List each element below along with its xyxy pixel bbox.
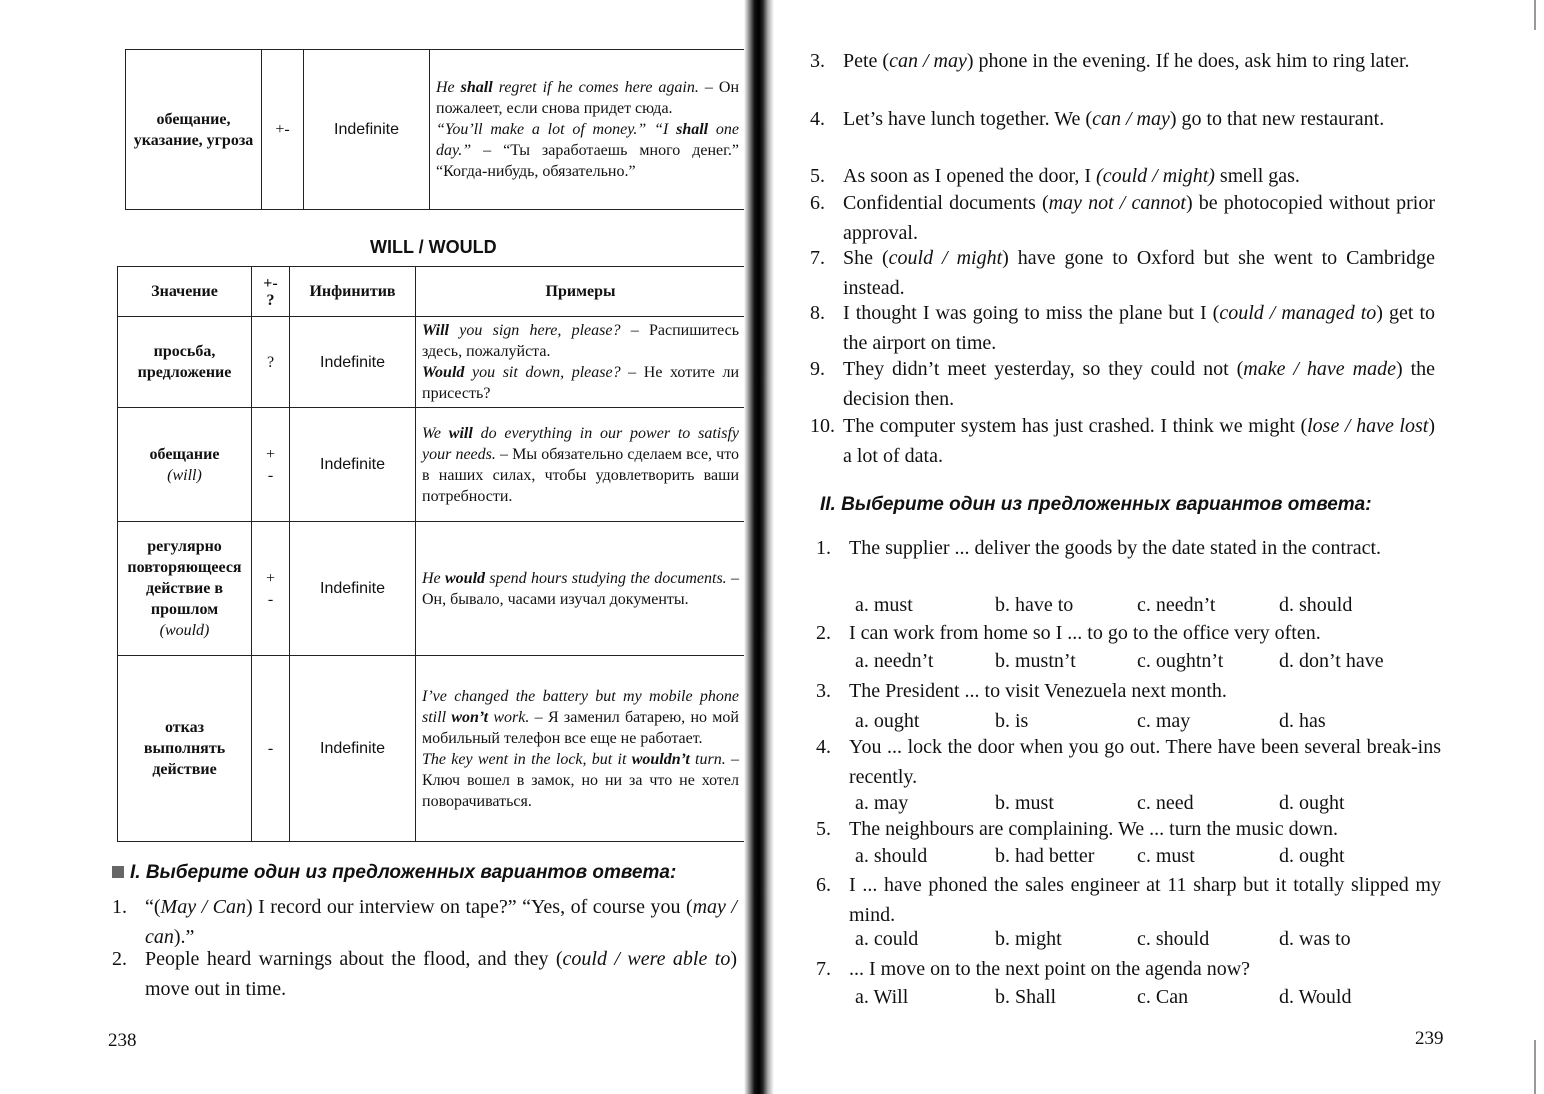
text-run: – “Ты заработаешь много денег.” “Когда-нибудь, обязательно.” <box>436 142 739 180</box>
sign-cell: +- <box>262 50 304 210</box>
item-text <box>843 104 1435 134</box>
infinitive-cell: Indefinite <box>290 522 416 656</box>
item-number: 5. <box>816 818 831 840</box>
table-title: WILL / WOULD <box>370 237 497 257</box>
text-run: could / might <box>888 247 1003 269</box>
table-row <box>118 522 746 656</box>
option-b: b. had better <box>995 845 1095 867</box>
text-run: – Ключ вошел в замок, но ни за что не хотел поворачиваться. <box>422 750 740 810</box>
meaning-cell: обещание, указание, угроза <box>126 50 262 210</box>
option-a: a. must <box>855 594 913 616</box>
item-text: ... I move on to the next point on the agenda now? <box>849 958 1251 980</box>
option-a: a. could <box>855 928 919 950</box>
page-number: 238 <box>108 1030 137 1051</box>
option-c: c. oughtn’t <box>1137 650 1224 672</box>
option-d: d. has <box>1279 710 1326 732</box>
infinitive-cell: Indefinite <box>290 408 416 522</box>
option-b: b. is <box>995 710 1029 732</box>
option-a: a. may <box>855 792 909 814</box>
text-run: – Я заменил батарею, но мой мобильный телефон все еще не работает. <box>422 708 739 747</box>
text-run: We <box>422 424 449 442</box>
exercise-item <box>810 243 1435 303</box>
item-text: I ... have phoned the sales engineer at 11 sharp but it totally slipped my mind. <box>849 874 1441 926</box>
text-run: “( <box>145 896 161 918</box>
text-run: regret if he comes here again. <box>492 79 699 96</box>
text-run: ) get to the airport on time. <box>843 302 1435 354</box>
text-run: He <box>436 79 461 96</box>
examples-cell <box>416 522 746 656</box>
item-number: 6. <box>816 874 831 896</box>
mc-question <box>816 870 1441 930</box>
item-number: 1. <box>112 896 127 918</box>
meaning-note: (would) <box>159 622 210 639</box>
item-number: 7. <box>810 247 825 269</box>
table-row <box>118 408 746 522</box>
square-bullet-icon <box>112 866 124 878</box>
option-a: a. ought <box>855 710 920 732</box>
table-row <box>126 50 746 210</box>
exercise-item <box>112 892 737 952</box>
text-run: ) be photocopied without prior approval. <box>843 192 1435 244</box>
item-number: 3. <box>816 680 831 702</box>
item-number: 1. <box>816 537 831 559</box>
option-c: c. may <box>1137 710 1191 732</box>
text-run: do everything in our power to satisfy your needs. <box>422 424 740 463</box>
text-run: – Мы обязательно сделаем все, что в наших силах, чтобы удовлетворить ваши потребности. <box>422 445 739 505</box>
text-run: They didn’t meet yesterday, so they could not ( <box>843 358 1244 380</box>
mc-options <box>855 928 1415 956</box>
text-run: shall <box>460 79 493 96</box>
text-run: ) move out in time. <box>145 948 737 1000</box>
meaning-text: регулярно повторяющееся действие в прошлом <box>127 538 242 618</box>
sign-cell: - <box>252 656 290 842</box>
text-run: shall <box>676 121 709 138</box>
column-header-examples: Примеры <box>416 267 746 317</box>
meaning-cell <box>118 408 252 522</box>
table-row <box>118 317 746 408</box>
exercise-item <box>810 188 1435 248</box>
item-text: The President ... to visit Venezuela next month. <box>849 680 1227 702</box>
exercise-item <box>810 161 1435 191</box>
item-number: 4. <box>810 108 825 130</box>
text-run: – Не хотите ли присесть? <box>422 364 739 402</box>
item-text <box>145 944 737 1004</box>
meaning-cell <box>118 522 252 656</box>
item-number: 2. <box>112 948 127 970</box>
option-a: a. needn’t <box>855 650 934 672</box>
left-page <box>0 0 755 1094</box>
text-run: you sit down, please? <box>464 364 621 381</box>
exercise-item <box>810 354 1435 414</box>
text-run: would <box>445 569 486 587</box>
text-run: may not / cannot <box>1048 192 1186 214</box>
text-run: “You’ll make a lot of money.” “I <box>436 121 677 138</box>
item-number: 5. <box>810 165 825 187</box>
text-run: Will <box>422 322 449 339</box>
text-run: can / may <box>1092 108 1170 130</box>
text-run: May / Can <box>160 896 246 918</box>
sign-cell: ? <box>252 317 290 408</box>
text-run: The key went in the lock, but it <box>422 750 632 768</box>
mc-question <box>816 533 1441 593</box>
option-d: d. ought <box>1279 845 1345 867</box>
sign-cell: + - <box>252 408 290 522</box>
item-number: 9. <box>810 358 825 380</box>
option-d: d. should <box>1279 594 1353 616</box>
item-number: 3. <box>810 50 825 72</box>
right-page <box>770 0 1544 1094</box>
shall-table <box>125 49 746 210</box>
item-number: 7. <box>816 958 831 980</box>
meaning-cell <box>118 656 252 842</box>
table-header-row <box>118 267 746 317</box>
text-run: (could / might) <box>1096 165 1215 187</box>
mc-question <box>816 618 1441 648</box>
page-number: 239 <box>1415 1028 1444 1049</box>
text-run: spend hours studying the documents. <box>485 569 727 587</box>
infinitive-cell: Indefinite <box>304 50 430 210</box>
option-d: d. don’t have <box>1279 650 1384 672</box>
text-run: could / were able to <box>562 948 731 970</box>
text-run: As soon as I opened the door, I <box>843 165 1097 187</box>
option-b: b. have to <box>995 594 1074 616</box>
exercise-item <box>112 944 737 1004</box>
mc-options <box>855 986 1415 1014</box>
option-c: c. need <box>1137 792 1194 814</box>
text-run: – Он, бывало, часами изучал документы. <box>422 569 740 608</box>
examples-cell <box>430 50 746 210</box>
text-run: ) a lot of data. <box>843 415 1435 467</box>
text-run: turn. <box>689 750 726 768</box>
text-run: ) the decision then. <box>843 358 1436 410</box>
text-run: ) have gone to Oxford but she went to Cambridge instead. <box>843 247 1435 299</box>
option-a: a. Will <box>855 986 909 1008</box>
item-text <box>843 46 1435 76</box>
item-text: The neighbours are complaining. We ... turn the music down. <box>849 818 1339 840</box>
meaning-text: обещание <box>149 445 220 463</box>
table-row <box>118 656 746 842</box>
will-would-table <box>117 266 746 842</box>
option-c: c. Can <box>1137 986 1189 1008</box>
item-text <box>843 188 1435 248</box>
examples-cell <box>416 656 746 842</box>
exercise-item <box>810 104 1435 164</box>
option-a: a. should <box>855 845 928 867</box>
option-b: b. mustn’t <box>995 650 1076 672</box>
item-text <box>843 411 1435 471</box>
text-run: Let’s have lunch together. We ( <box>843 108 1093 130</box>
text-run: ) phone in the evening. If he does, ask him to ring later. <box>966 50 1410 72</box>
mc-options <box>855 650 1415 678</box>
text-run: Would <box>422 364 465 381</box>
item-number: 2. <box>816 622 831 644</box>
text-run: ) I record our interview on tape?” “Yes, of course you ( <box>245 896 693 918</box>
column-header-meaning: Значение <box>118 267 252 317</box>
option-c: c. must <box>1137 845 1195 867</box>
text-run: Confidential documents ( <box>843 192 1049 214</box>
item-number: 10. <box>810 415 835 437</box>
text-run: ) go to that new restaurant. <box>1169 108 1385 130</box>
item-text: The supplier ... deliver the goods by the date stated in the contract. <box>849 537 1382 559</box>
meaning-note: (will) <box>167 466 202 484</box>
item-text <box>843 354 1435 414</box>
text-run: – Он пожалеет, если снова придет сюда. <box>436 79 740 117</box>
option-b: b. Shall <box>995 986 1057 1008</box>
option-d: d. ought <box>1279 792 1345 814</box>
item-text: I can work from home so I ... to go to the office very often. <box>849 622 1321 644</box>
text-run: one day.” <box>436 121 740 159</box>
examples-cell <box>416 408 746 522</box>
meaning-text: отказ выполнять действие <box>143 719 226 778</box>
item-text <box>843 161 1435 191</box>
option-d: d. Would <box>1279 986 1352 1008</box>
exercise-item <box>810 46 1435 106</box>
examples-cell <box>416 317 746 408</box>
exercise-heading <box>820 494 1372 516</box>
item-text: You ... lock the door when you go out. There have been several break-ins recently. <box>849 736 1441 788</box>
text-run: I thought I was going to miss the plane but I ( <box>843 302 1220 324</box>
option-c: c. should <box>1137 928 1210 950</box>
text-run: People heard warnings about the flood, and they ( <box>145 948 563 970</box>
exercise-item <box>810 411 1435 471</box>
item-number: 8. <box>810 302 825 324</box>
text-run: may / can <box>145 896 737 948</box>
mc-question <box>816 954 1441 984</box>
mc-question <box>816 676 1441 706</box>
item-text <box>843 243 1435 303</box>
text-run: The computer system has just crashed. I think we might ( <box>843 415 1308 437</box>
meaning-cell <box>118 317 252 408</box>
text-run: I’ve changed the battery but my mobile phone still <box>422 687 739 726</box>
text-run: you sign here, please? <box>448 322 621 339</box>
option-b: b. might <box>995 928 1062 950</box>
item-text <box>145 892 737 952</box>
meaning-text: просьба, предложение <box>137 343 232 381</box>
page-edge-mark <box>1534 1040 1536 1094</box>
text-run: will <box>448 424 473 442</box>
text-run: – Распишитесь здесь, пожалуйста. <box>422 322 739 360</box>
mc-question <box>816 732 1441 792</box>
text-run: Pete ( <box>843 50 890 72</box>
option-b: b. must <box>995 792 1054 814</box>
option-c: c. needn’t <box>1137 594 1216 616</box>
item-number: 6. <box>810 192 825 214</box>
page-edge-mark <box>1534 0 1536 30</box>
text-run: ).” <box>173 926 195 948</box>
text-run: work. <box>488 708 530 726</box>
mc-options <box>855 845 1415 873</box>
infinitive-cell: Indefinite <box>290 317 416 408</box>
text-run: won’t <box>451 708 489 726</box>
exercise-heading-text: I. Выберите один из предложенных вариантов ответа: <box>130 862 677 883</box>
exercise-item <box>810 298 1435 358</box>
item-text <box>843 298 1435 358</box>
exercise-heading <box>112 862 676 884</box>
infinitive-cell: Indefinite <box>290 656 416 842</box>
column-header-sign: +- ? <box>252 267 290 317</box>
text-run: wouldn’t <box>631 750 690 768</box>
text-run: could / managed to <box>1219 302 1377 324</box>
text-run: He <box>422 569 445 587</box>
exercise-heading-text: II. Выберите один из предложенных вариантов ответа: <box>820 494 1372 515</box>
text-run: smell gas. <box>1214 165 1300 187</box>
column-header-infinitive: Инфинитив <box>290 267 416 317</box>
text-run: She ( <box>843 247 889 269</box>
sign-cell: + - <box>252 522 290 656</box>
item-number: 4. <box>816 736 831 758</box>
text-run: can / may <box>889 50 967 72</box>
text-run: lose / have lost <box>1307 415 1429 437</box>
text-run: make / have made <box>1243 358 1396 380</box>
mc-question <box>816 814 1441 844</box>
option-d: d. was to <box>1279 928 1351 950</box>
